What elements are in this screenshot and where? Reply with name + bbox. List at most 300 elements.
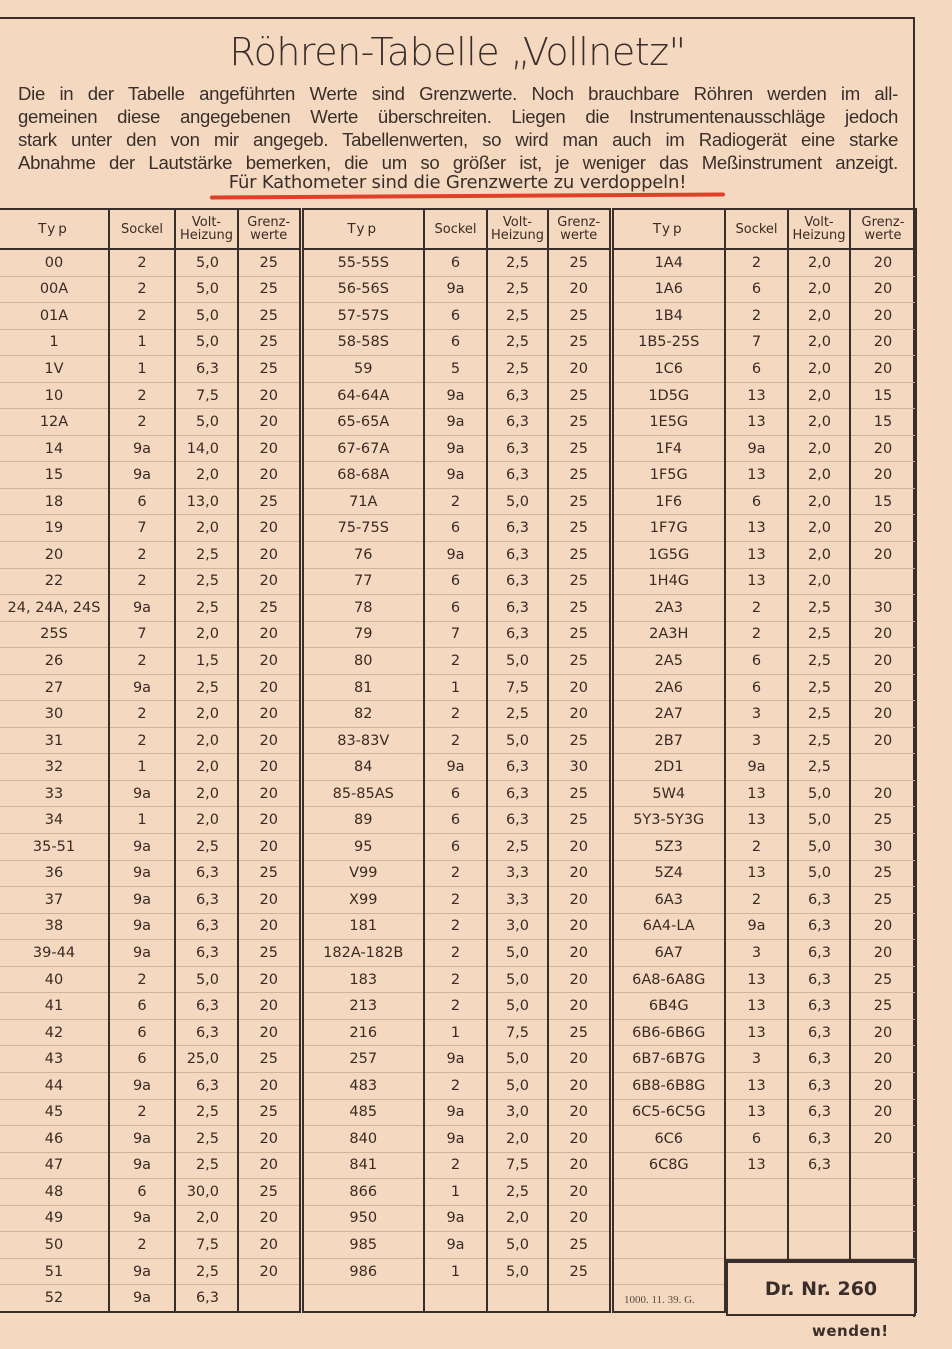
table-row [0,1205,916,1232]
cell-volt-heizung: 6,3 [487,462,548,489]
cell-grenzwerte: 20 [238,727,301,754]
cell-sockel: 1 [109,329,175,356]
cell-sockel: 6 [424,249,487,276]
header-volt-heizung [175,209,238,249]
cell-grenzwerte: 20 [238,966,301,993]
table-row [0,1019,916,1046]
cell-grenzwerte: 25 [548,648,611,675]
table-row [0,940,916,967]
cell-typ: 47 [0,1152,109,1179]
cell-typ: 483 [301,1072,424,1099]
cell-sockel: 13 [725,993,788,1020]
cell-typ: 33 [0,780,109,807]
cell-volt-heizung: 2,5 [788,621,850,648]
cell-typ [301,1285,424,1312]
header-sockel [424,209,487,249]
page-title: Röhren-Tabelle „Vollnetz" [229,30,686,74]
cell-volt-heizung: 6,3 [788,1152,850,1179]
cell-grenzwerte: 20 [548,1099,611,1126]
cell-typ: 6B7-6B7G [611,1046,725,1073]
header-label: Heizung [491,228,544,243]
cell-volt-heizung: 2,5 [175,1152,238,1179]
cell-sockel [725,1205,788,1232]
cell-volt-heizung: 6,3 [487,382,548,409]
cell-grenzwerte: 20 [238,1205,301,1232]
cell-volt-heizung: 5,0 [487,648,548,675]
table-row [0,276,916,303]
cell-typ: 14 [0,435,109,462]
table-row [0,1099,916,1126]
cell-sockel: 9a [109,780,175,807]
print-number: Dr. Nr. 260 [764,1277,878,1300]
cell-volt-heizung: 2,0 [788,329,850,356]
cell-volt-heizung: 1,5 [175,648,238,675]
cell-sockel: 2 [109,648,175,675]
cell-volt-heizung: 2,5 [487,701,548,728]
table-row [0,648,916,675]
cell-sockel: 13 [725,409,788,436]
header-label: Grenz- [247,215,291,230]
cell-volt-heizung: 2,0 [175,754,238,781]
table-row [0,1126,916,1153]
cell-sockel: 2 [424,887,487,914]
header-sockel [109,209,175,249]
cell-sockel: 6 [109,1046,175,1073]
cell-grenzwerte: 25 [850,993,916,1020]
cell-sockel: 2 [725,621,788,648]
cell-volt-heizung: 5,0 [788,860,850,887]
cell-typ: 36 [0,860,109,887]
cell-sockel: 13 [725,807,788,834]
cell-sockel: 13 [725,1099,788,1126]
cell-sockel: 6 [725,276,788,303]
cell-volt-heizung: 3,0 [487,1099,548,1126]
cell-sockel: 5 [424,356,487,383]
cell-grenzwerte: 30 [850,595,916,622]
cell-sockel: 2 [109,1099,175,1126]
cell-sockel: 9a [109,1152,175,1179]
cell-volt-heizung: 6,3 [788,913,850,940]
cell-grenzwerte: 25 [548,1232,611,1259]
cell-sockel: 1 [109,754,175,781]
cell-grenzwerte: 20 [850,303,916,330]
cell-sockel: 7 [424,621,487,648]
cell-grenzwerte: 20 [548,674,611,701]
cell-sockel: 6 [725,674,788,701]
cell-sockel: 6 [109,993,175,1020]
cell-grenzwerte: 25 [548,807,611,834]
cell-grenzwerte: 20 [548,887,611,914]
cell-volt-heizung: 2,5 [487,329,548,356]
cell-typ: 55-55S [301,249,424,276]
cell-volt-heizung: 6,3 [788,1072,850,1099]
cell-sockel: 2 [725,887,788,914]
cell-typ [611,1179,725,1206]
cell-volt-heizung: 2,0 [788,249,850,276]
cell-volt-heizung [788,1205,850,1232]
cell-typ: 00A [0,276,109,303]
cell-typ: 1F7G [611,515,725,542]
cell-grenzwerte: 25 [548,568,611,595]
cell-volt-heizung: 6,3 [487,542,548,569]
cell-sockel: 2 [109,727,175,754]
cell-volt-heizung: 2,0 [175,515,238,542]
cell-sockel: 6 [424,807,487,834]
cell-grenzwerte: 25 [548,542,611,569]
cell-sockel [424,1285,487,1312]
cell-volt-heizung: 6,3 [788,1019,850,1046]
table-row [0,993,916,1020]
cell-sockel: 1 [109,807,175,834]
cell-typ: 46 [0,1126,109,1153]
cell-sockel: 1 [424,674,487,701]
cell-sockel: 9a [109,462,175,489]
cell-sockel: 2 [424,701,487,728]
cell-volt-heizung: 7,5 [487,674,548,701]
cell-sockel: 9a [109,834,175,861]
cell-grenzwerte: 20 [548,940,611,967]
header-label: Grenz- [557,215,601,230]
cell-sockel: 6 [424,329,487,356]
cell-typ: 6A3 [611,887,725,914]
cell-grenzwerte: 20 [850,780,916,807]
cell-grenzwerte: 25 [548,727,611,754]
cell-volt-heizung: 2,5 [175,1258,238,1285]
cell-grenzwerte: 20 [238,913,301,940]
cell-volt-heizung: 6,3 [487,754,548,781]
cell-sockel: 9a [424,1232,487,1259]
cell-sockel: 2 [424,966,487,993]
cell-grenzwerte [850,754,916,781]
cell-grenzwerte: 20 [850,542,916,569]
cell-grenzwerte: 20 [548,834,611,861]
cell-grenzwerte: 20 [238,807,301,834]
cell-sockel: 6 [725,488,788,515]
cell-volt-heizung: 5,0 [487,993,548,1020]
cell-typ: 82 [301,701,424,728]
cell-volt-heizung: 5,0 [175,409,238,436]
cell-sockel [725,1232,788,1259]
cell-typ: 89 [301,807,424,834]
header-typ [0,209,109,249]
cell-grenzwerte: 20 [238,1019,301,1046]
cell-sockel: 9a [725,913,788,940]
cell-typ: 58-58S [301,329,424,356]
cell-typ: 15 [0,462,109,489]
cell-grenzwerte: 20 [548,276,611,303]
cell-sockel [725,1179,788,1206]
cell-volt-heizung: 2,5 [788,648,850,675]
cell-volt-heizung: 6,3 [788,1126,850,1153]
cell-typ: 1H4G [611,568,725,595]
cell-typ: 39-44 [0,940,109,967]
cell-typ [611,1205,725,1232]
cell-grenzwerte: 25 [548,515,611,542]
cell-sockel: 2 [109,249,175,276]
cell-volt-heizung: 3,3 [487,860,548,887]
table-row [0,249,916,276]
cell-volt-heizung: 2,5 [175,595,238,622]
cell-typ: 44 [0,1072,109,1099]
cell-typ: 30 [0,701,109,728]
cell-typ: 5Z3 [611,834,725,861]
cell-grenzwerte: 20 [238,621,301,648]
cell-typ: 37 [0,887,109,914]
cell-grenzwerte: 20 [548,993,611,1020]
cell-sockel: 9a [424,1046,487,1073]
header-sockel [725,209,788,249]
cell-volt-heizung: 5,0 [487,1072,548,1099]
cell-grenzwerte: 25 [548,621,611,648]
cell-grenzwerte: 25 [238,940,301,967]
cell-typ: 6C6 [611,1126,725,1153]
cell-typ: 35-51 [0,834,109,861]
cell-volt-heizung: 2,0 [175,807,238,834]
cell-sockel: 6 [109,488,175,515]
cell-grenzwerte: 25 [548,409,611,436]
cell-volt-heizung: 2,0 [175,727,238,754]
header-grenzwerte [850,209,916,249]
cell-sockel: 6 [424,568,487,595]
intro-line: gemeinen diese angegebenen Werte überschreiten. Liegen die Instrumentenausschläge jedoch [18,106,898,127]
cell-sockel: 7 [109,621,175,648]
cell-sockel: 9a [109,1205,175,1232]
cell-volt-heizung: 6,3 [487,780,548,807]
cell-volt-heizung [788,1179,850,1206]
cell-volt-heizung: 5,0 [788,834,850,861]
cell-volt-heizung: 3,3 [487,887,548,914]
cell-sockel: 1 [424,1179,487,1206]
cell-typ: 50 [0,1232,109,1259]
cell-volt-heizung: 5,0 [788,807,850,834]
cell-grenzwerte: 20 [238,515,301,542]
cell-volt-heizung: 6,3 [175,913,238,940]
cell-volt-heizung: 5,0 [175,303,238,330]
cell-typ: 22 [0,568,109,595]
cell-volt-heizung: 6,3 [788,887,850,914]
cell-grenzwerte: 20 [850,940,916,967]
cell-grenzwerte: 20 [548,701,611,728]
cell-volt-heizung: 2,5 [487,356,548,383]
cell-volt-heizung: 6,3 [175,860,238,887]
cell-grenzwerte: 20 [238,754,301,781]
cell-grenzwerte: 20 [850,648,916,675]
cell-volt-heizung: 6,3 [487,807,548,834]
cell-volt-heizung: 6,3 [788,993,850,1020]
cell-typ: 01A [0,303,109,330]
cell-typ: 67-67A [301,435,424,462]
cell-sockel: 2 [424,648,487,675]
cell-volt-heizung: 5,0 [487,940,548,967]
header-label: werte [864,228,902,243]
cell-grenzwerte: 20 [238,780,301,807]
cell-grenzwerte [850,1179,916,1206]
cell-sockel: 6 [725,356,788,383]
cell-volt-heizung: 2,5 [175,542,238,569]
cell-typ: 216 [301,1019,424,1046]
table-row [0,913,916,940]
cell-typ: 1 [0,329,109,356]
cell-typ: 76 [301,542,424,569]
cell-volt-heizung: 7,5 [487,1019,548,1046]
cell-sockel: 2 [109,1232,175,1259]
cell-volt-heizung: 5,0 [175,329,238,356]
cell-grenzwerte: 20 [238,1072,301,1099]
cell-grenzwerte: 20 [548,1072,611,1099]
cell-typ: 80 [301,648,424,675]
cell-grenzwerte: 20 [238,648,301,675]
cell-sockel: 2 [424,993,487,1020]
table-row [0,356,916,383]
cell-sockel: 2 [109,303,175,330]
cell-sockel: 2 [109,542,175,569]
header-label: Sockel [434,221,477,237]
cell-volt-heizung: 5,0 [487,966,548,993]
cell-volt-heizung: 2,0 [487,1205,548,1232]
cell-volt-heizung: 6,3 [175,887,238,914]
cell-volt-heizung: 6,3 [487,435,548,462]
header-volt-heizung [487,209,548,249]
cell-grenzwerte: 20 [238,382,301,409]
cell-sockel: 6 [109,1019,175,1046]
cell-volt-heizung: 2,0 [788,462,850,489]
cell-volt-heizung: 6,3 [487,515,548,542]
cell-grenzwerte: 20 [238,568,301,595]
cell-volt-heizung: 6,3 [788,1046,850,1073]
cell-sockel: 13 [725,966,788,993]
cell-grenzwerte: 25 [850,860,916,887]
cell-volt-heizung: 2,5 [788,674,850,701]
cell-volt-heizung: 2,5 [175,1099,238,1126]
cell-sockel: 2 [109,382,175,409]
cell-grenzwerte: 20 [548,913,611,940]
cell-sockel: 2 [424,940,487,967]
cell-sockel: 9a [109,435,175,462]
cell-sockel: 6 [424,595,487,622]
table-row [0,329,916,356]
cell-typ: 950 [301,1205,424,1232]
cell-typ: 71A [301,488,424,515]
cell-grenzwerte [548,1285,611,1312]
cell-typ: 841 [301,1152,424,1179]
cell-typ: 48 [0,1179,109,1206]
table-row [0,727,916,754]
cell-sockel: 9a [109,887,175,914]
cell-grenzwerte: 25 [238,249,301,276]
cell-typ: 485 [301,1099,424,1126]
intro-line: Abnahme der Lautstärke bemerken, die um so größer ist, je weniger das Meßinstrument anzeigt. [18,152,898,173]
cell-volt-heizung: 6,3 [175,1019,238,1046]
cell-typ: 6B6-6B6G [611,1019,725,1046]
cell-volt-heizung: 5,0 [175,276,238,303]
cell-sockel: 2 [424,1152,487,1179]
table-row [0,462,916,489]
cell-volt-heizung: 2,0 [788,542,850,569]
cell-typ: 64-64A [301,382,424,409]
cell-volt-heizung: 2,5 [788,754,850,781]
cell-sockel: 2 [424,860,487,887]
cell-volt-heizung: 5,0 [487,727,548,754]
cell-grenzwerte: 20 [548,860,611,887]
cell-volt-heizung: 2,0 [788,515,850,542]
cell-typ: 26 [0,648,109,675]
cell-sockel: 2 [109,966,175,993]
cell-volt-heizung: 2,0 [788,276,850,303]
cell-grenzwerte: 20 [548,1046,611,1073]
header-label: werte [560,228,598,243]
cell-grenzwerte: 20 [850,1099,916,1126]
table-row [0,807,916,834]
cell-grenzwerte: 20 [548,356,611,383]
cell-typ: 68-68A [301,462,424,489]
cell-grenzwerte: 20 [850,276,916,303]
cell-typ: 181 [301,913,424,940]
header-typ [611,209,725,249]
table-row [0,595,916,622]
cell-volt-heizung: 2,5 [487,303,548,330]
cell-grenzwerte: 20 [850,621,916,648]
cell-volt-heizung: 2,0 [788,356,850,383]
cell-typ: 1F5G [611,462,725,489]
cell-grenzwerte: 20 [238,1126,301,1153]
cell-typ: 1G5G [611,542,725,569]
intro-paragraph [18,82,898,174]
header-label: Volt- [502,215,533,230]
cell-volt-heizung: 6,3 [175,1285,238,1312]
cell-grenzwerte: 25 [238,356,301,383]
cell-volt-heizung: 13,0 [175,488,238,515]
cell-grenzwerte: 20 [850,462,916,489]
cell-volt-heizung: 5,0 [175,249,238,276]
table-row [0,834,916,861]
cell-typ: 2A7 [611,701,725,728]
cell-typ: 1B4 [611,303,725,330]
cell-sockel: 9a [109,1126,175,1153]
cell-volt-heizung: 25,0 [175,1046,238,1073]
cell-typ: 34 [0,807,109,834]
intro-line: Die in der Tabelle angeführten Werte sind Grenzwerte. Noch brauchbare Röhren werden im all- [18,83,898,104]
table-row [0,1152,916,1179]
cell-sockel: 13 [725,568,788,595]
cell-typ: 00 [0,249,109,276]
cell-grenzwerte: 20 [548,1179,611,1206]
cell-typ: 257 [301,1046,424,1073]
cell-volt-heizung: 7,5 [175,1232,238,1259]
cell-grenzwerte: 20 [850,1126,916,1153]
cell-typ: 20 [0,542,109,569]
cell-sockel: 2 [424,913,487,940]
intro-line: stark unter den von mir angegeb. Tabellenwerten, so wird man auch im Radiogerät eine starke [18,129,898,150]
cell-grenzwerte: 20 [850,674,916,701]
cell-sockel: 2 [109,409,175,436]
cell-sockel: 7 [725,329,788,356]
cell-typ: 2D1 [611,754,725,781]
cell-typ: 51 [0,1258,109,1285]
cell-typ: V99 [301,860,424,887]
cell-typ: 6B4G [611,993,725,1020]
cell-typ: 18 [0,488,109,515]
cell-volt-heizung: 6,3 [175,993,238,1020]
cell-sockel: 6 [424,834,487,861]
cell-grenzwerte: 20 [850,435,916,462]
cell-grenzwerte: 25 [548,780,611,807]
tube-table [0,208,917,1313]
cell-grenzwerte: 20 [850,249,916,276]
table-row [0,303,916,330]
kathometer-note: Für Kathometer sind die Grenzwerte zu verdoppeln! [228,172,687,193]
cell-volt-heizung: 5,0 [788,780,850,807]
cell-typ: 25S [0,621,109,648]
